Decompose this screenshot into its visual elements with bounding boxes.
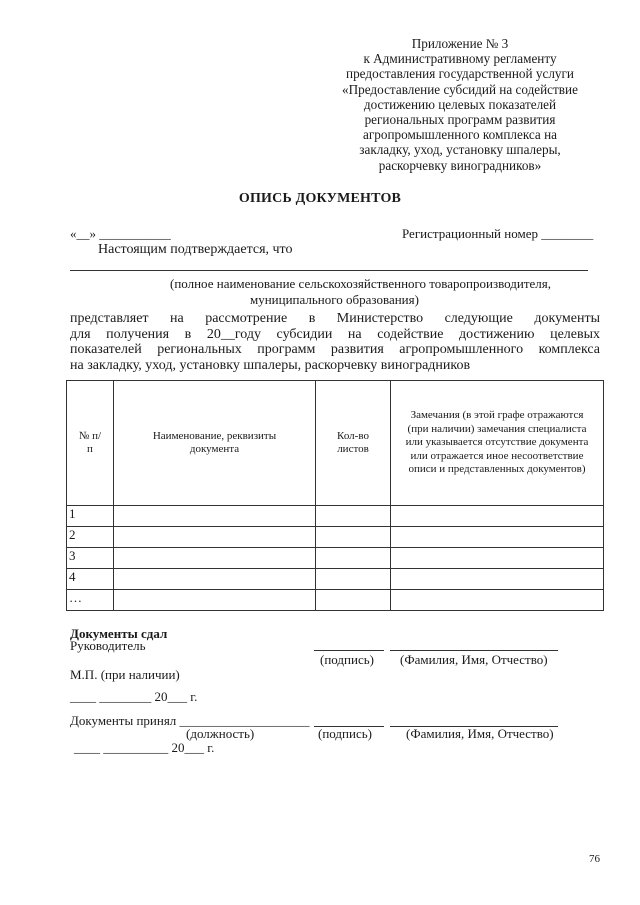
submitted-fio-line: [390, 650, 558, 651]
confirm-text: Настоящим подтверждается, что: [98, 242, 293, 257]
paragraph-line: показателей региональных программ развития агропромышленного комплекса: [70, 342, 600, 357]
header-num: № п/п: [67, 381, 114, 506]
entity-hint-1: (полное наименование сельскохозяйственного товаропроизводителя,: [170, 276, 552, 291]
entity-name-line: [70, 270, 588, 271]
received-fio-hint: (Фамилия, Имя, Отчество): [406, 726, 554, 741]
header-remarks: Замечания (в этой графе отражаются (при наличии) замечания специалиста или указывается отсутствие документа или отражается иное несоответствие описи и представленных документов): [391, 381, 604, 506]
paragraph-line: на закладку, уход, установку шпалеры, раскорчевку виноградников: [70, 357, 471, 373]
row-number: …: [67, 590, 114, 611]
appendix-line: достижению целевых показателей: [363, 96, 557, 112]
page-title: ОПИСЬ ДОКУМЕНТОВ: [238, 191, 402, 206]
body-paragraph: [70, 311, 600, 373]
appendix-block: [310, 36, 610, 173]
row-number: 4: [67, 569, 114, 590]
table-row: [67, 506, 604, 527]
paragraph-line: представляет на рассмотрение в Министерство следующие документы: [70, 311, 600, 326]
appendix-line: региональных программ развития: [364, 112, 556, 128]
submitted-signature-line: [314, 650, 384, 651]
table-row: [67, 548, 604, 569]
submitted-fio-hint: (Фамилия, Имя, Отчество): [400, 652, 548, 667]
page-number: 76: [589, 853, 600, 865]
submitted-date: ____ ________ 20___ г.: [70, 689, 198, 704]
stamp-note: М.П. (при наличии): [70, 667, 180, 682]
header-sheets: Кол-во листов: [316, 381, 391, 506]
received-signature-hint: (подпись): [318, 726, 372, 741]
entity-hint-2: муниципального образования): [250, 292, 419, 307]
received-position-hint: (должность): [186, 726, 255, 741]
registration-number: Регистрационный номер ________: [402, 226, 594, 241]
appendix-line: «Предоставление субсидий на содействие: [342, 81, 578, 97]
submitted-role: Руководитель: [70, 638, 146, 653]
appendix-line: Приложение № 3: [411, 36, 509, 51]
row-number: 2: [67, 527, 114, 548]
appendix-line: раскорчевку виноградников»: [378, 157, 542, 173]
submitted-signature-hint: (подпись): [320, 652, 374, 667]
received-label: Документы принял ____________________: [70, 713, 310, 728]
appendix-line: агропромышленного комплекса на: [363, 127, 557, 143]
table-row: [67, 590, 604, 611]
submitted-heading: Документы сдал: [70, 626, 168, 641]
row-number: 1: [67, 506, 114, 527]
table-header-row: [67, 381, 604, 506]
appendix-line: предоставления государственной услуги: [346, 66, 574, 82]
paragraph-line: для получения в 20__году субсидии на содействие достижению целевых: [70, 326, 600, 342]
table-row: [67, 569, 604, 590]
received-date: ____ __________ 20___ г.: [74, 740, 215, 755]
row-number: 3: [67, 548, 114, 569]
appendix-line: закладку, уход, установку шпалеры,: [359, 142, 561, 158]
date-placeholder: «__» ___________: [70, 226, 171, 241]
table-row: [67, 527, 604, 548]
appendix-line: к Административному регламенту: [363, 51, 557, 67]
header-name: Наименование, реквизиты документа: [114, 381, 316, 506]
documents-table: [66, 380, 604, 611]
